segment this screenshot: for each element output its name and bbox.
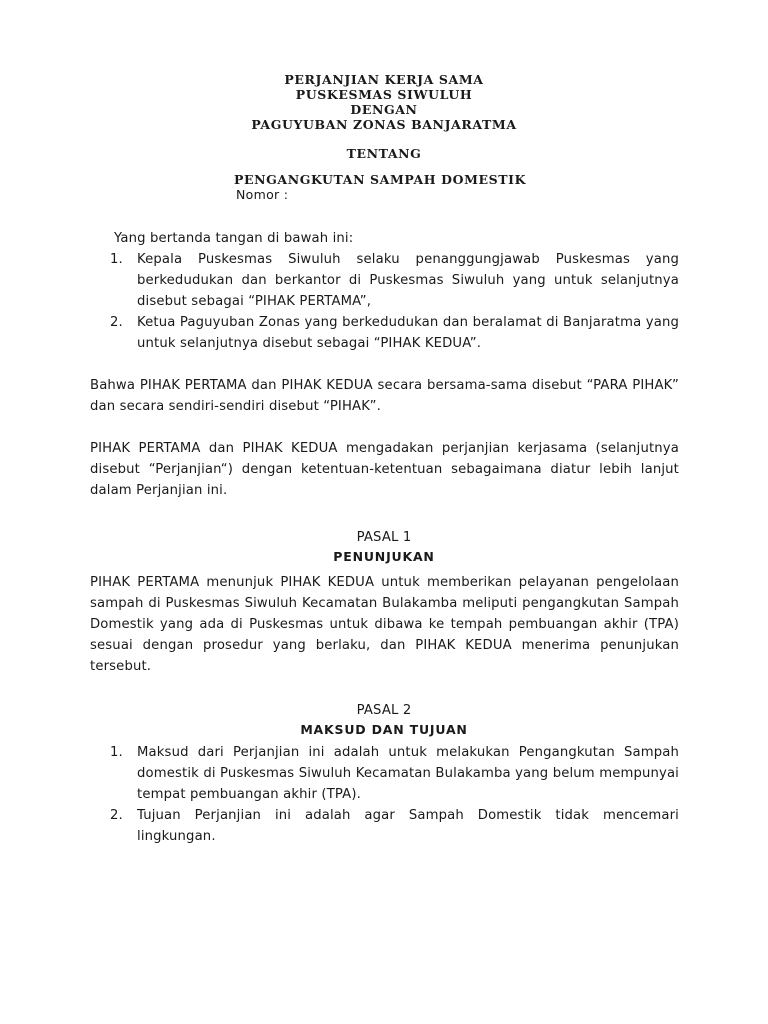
agreement-subject: PENGANGKUTAN SAMPAH DOMESTIK — [234, 172, 527, 187]
document-title — [0, 72, 768, 132]
pasal-2-list — [92, 742, 679, 847]
pasal-2-item-text: Tujuan Perjanjian ini adalah agar Sampah Domestik tidak mencemari lingkungan. — [137, 808, 679, 844]
pasal-2-title: MAKSUD DAN TUJUAN — [300, 722, 468, 737]
party-item — [92, 312, 679, 354]
title-line: PUSKESMAS SIWULUH — [295, 87, 473, 102]
para-pihak-paragraph: Bahwa PIHAK PERTAMA dan PIHAK KEDUA secara bersama-sama disebut “PARA PIHAK” dan secara sendiri-sendiri disebut “PIHAK”. — [90, 378, 679, 414]
pasal-2-item-text: Maksud dari Perjanjian ini adalah untuk melakukan Pengangkutan Sampah domestik di Puskesmas Siwuluh Kecamatan Bulakamba yang belum mempunyai tempat pembuangan akhir (TPA). — [137, 745, 679, 802]
agreement-paragraph: PIHAK PERTAMA dan PIHAK KEDUA mengadakan perjanjian kerjasama (selanjutnya disebut “Perjanjian“) dengan ketentuan-ketentuan sebagaimana diatur lebih lanjut dalam Perjanjian ini. — [90, 441, 679, 498]
pasal-2-item — [92, 742, 679, 805]
party-text: Kepala Puskesmas Siwuluh selaku penanggungjawab Puskesmas yang berkedudukan dan berkantor di Puskesmas Siwuluh yang untuk selanjutnya disebut sebagai “PIHAK PERTAMA”, — [137, 252, 679, 309]
title-line: DENGAN — [350, 102, 418, 117]
parties-list — [92, 249, 679, 354]
pasal-1-number: PASAL 1 — [356, 530, 412, 545]
pasal-1-title: PENUNJUKAN — [333, 549, 435, 564]
pasal-1-text: PIHAK PERTAMA menunjuk PIHAK KEDUA untuk memberikan pelayanan pengelolaan sampah di Puskesmas Siwuluh Kecamatan Bulakamba meliputi pengangkutan Sampah Domestik yang ada di Puskesmas untuk dibawa ke tempah pembuangan akhir (TPA) sesuai dengan prosedur yang berlaku, dan PIHAK KEDUA menerima penunjukan tersebut. — [90, 575, 679, 674]
pasal-2-number: PASAL 2 — [356, 703, 412, 718]
list-number: 1. — [110, 745, 123, 760]
parties-intro: Yang bertanda tangan di bawah ini: — [114, 231, 354, 246]
list-number: 2. — [110, 808, 123, 823]
document-number-label: Nomor : — [236, 187, 289, 202]
party-text: Ketua Paguyuban Zonas yang berkedudukan dan beralamat di Banjaratma yang untuk selanjutnya disebut sebagai “PIHAK KEDUA”. — [137, 315, 679, 351]
title-line: PERJANJIAN KERJA SAMA — [284, 72, 484, 87]
pasal-2-item — [92, 805, 679, 847]
title-line: PAGUYUBAN ZONAS BANJARATMA — [251, 117, 517, 132]
party-item — [92, 249, 679, 312]
list-number: 1. — [110, 252, 123, 267]
tentang-heading: TENTANG — [346, 146, 422, 161]
list-number: 2. — [110, 315, 123, 330]
